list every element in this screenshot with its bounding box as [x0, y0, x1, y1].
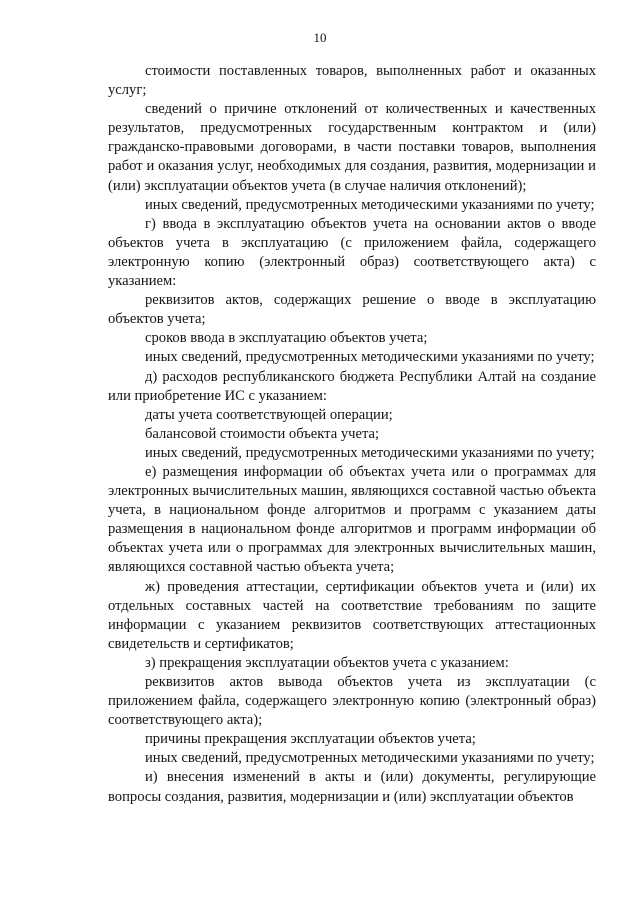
paragraph: и) внесения изменений в акты и (или) документы, регулирующие вопросы создания, развития, модернизации и (или) эксплуатации объектов [108, 769, 596, 805]
paragraph: иных сведений, предусмотренных методическими указаниями по учету; [145, 196, 595, 213]
paragraph: реквизитов актов вывода объектов учета из эксплуатации (с приложением файла, содержащего электронную копию (электронный образ) соответствующего акта); [108, 674, 596, 729]
paragraph: е) размещения информации об объектах учета или о программах для электронных вычислительных машин, являющихся составной частью объекта учета, в национальном фонде алгоритмов и программ с указанием даты размещения в национальном фонде алгоритмов и программ информации об объектах учета или о программах для электронных вычислительных машин, являющихся составной частью объекта учета; [108, 463, 596, 576]
paragraph: иных сведений, предусмотренных методическими указаниями по учету; [145, 444, 595, 461]
document-body [108, 62, 596, 807]
paragraph: реквизитов актов, содержащих решение о вводе в эксплуатацию объектов учета; [108, 292, 596, 328]
paragraph: иных сведений, предусмотренных методическими указаниями по учету; [145, 349, 595, 366]
paragraph: балансовой стоимости объекта учета; [145, 425, 380, 442]
paragraph: иных сведений, предусмотренных методическими указаниями по учету; [145, 750, 595, 767]
page-number: 10 [313, 30, 327, 45]
paragraph: стоимости поставленных товаров, выполненных работ и оказанных услуг; [108, 63, 596, 99]
paragraph: д) расходов республиканского бюджета Республики Алтай на создание или приобретение ИС с указанием: [108, 368, 596, 404]
paragraph: причины прекращения эксплуатации объектов учета; [145, 731, 476, 748]
paragraph: з) прекращения эксплуатации объектов учета с указанием: [145, 654, 509, 671]
paragraph: даты учета соответствующей операции; [145, 406, 393, 423]
paragraph: г) ввода в эксплуатацию объектов учета на основании актов о вводе объектов учета в эксплуатацию (с приложением файла, содержащего электронную копию (электронный образ) соответствующего акта) с указанием: [108, 215, 596, 290]
paragraph: ж) проведения аттестации, сертификации объектов учета и (или) их отдельных составных частей на соответствие требованиям по защите информации с указанием реквизитов соответствующих аттестационных свидетельств и сертификатов; [108, 578, 596, 652]
paragraph: сроков ввода в эксплуатацию объектов учета; [145, 330, 428, 347]
paragraph: сведений о причине отклонений от количественных и качественных результатов, предусмотренных государственным контрактом и (или) гражданско-правовыми договорами, в части поставки товаров, выполнения работ и оказания услуг, необходимых для создания, развития, модернизации и (или) эксплуатации объектов учета (в случае наличия отклонений); [108, 101, 596, 194]
